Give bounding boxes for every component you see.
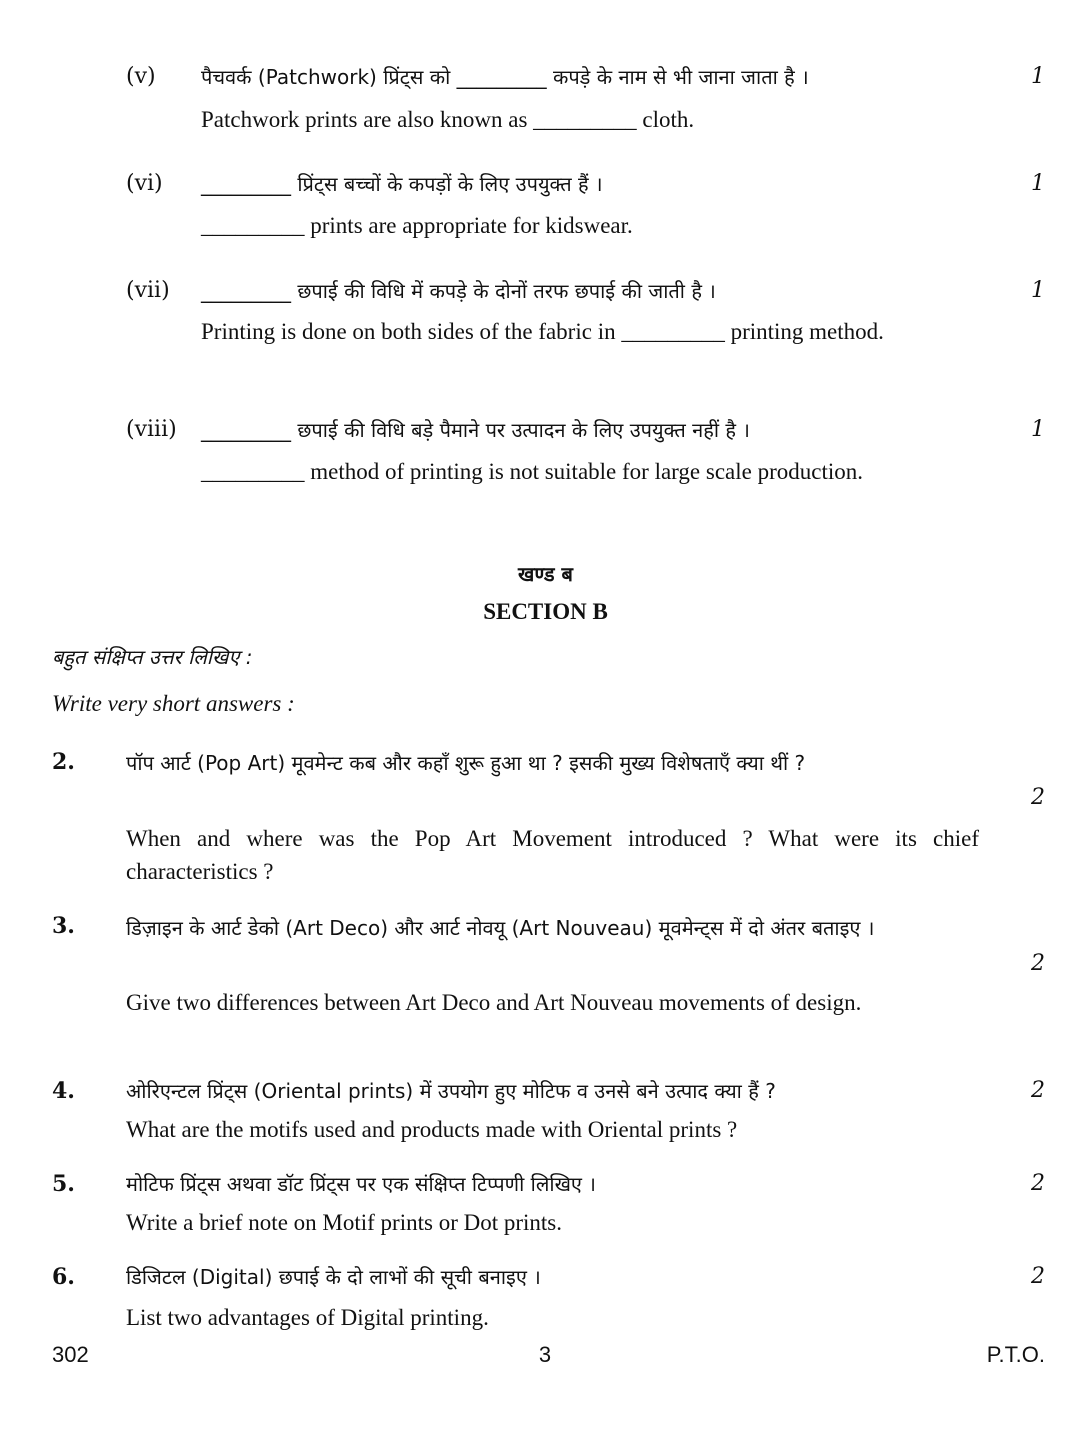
marks: 2 — [1031, 1171, 1045, 1196]
marks: 2 — [1031, 785, 1045, 810]
marks: 1 — [1031, 171, 1045, 196]
question-english: What are the motifs used and products made with Oriental prints ? — [126, 1117, 738, 1142]
subquestion-label: (viii) — [126, 417, 177, 442]
section-title-hindi: खण्ड ब — [518, 562, 573, 586]
subquestion-hindi: पैचवर्क (Patchwork) प्रिंट्स को _________ कपड़े के नाम से भी जाना जाता है । — [201, 65, 809, 89]
subquestion-label: (vii) — [126, 278, 170, 303]
question-number: 3. — [52, 913, 75, 939]
question-hindi: ओरिएन्टल प्रिंट्स (Oriental prints) में उपयोग हुए मोटिफ व उनसे बने उत्पाद क्या हैं ? — [126, 1079, 776, 1103]
question-hindi: डिज़ाइन के आर्ट डेको (Art Deco) और आर्ट नोवयू (Art Nouveau) मूवमेन्ट्स में दो अंतर बताइए । — [126, 916, 875, 940]
question-hindi: डिजिटल (Digital) छपाई के दो लाभों की सूची बनाइए । — [126, 1265, 541, 1289]
page-number: 3 — [538, 1342, 552, 1367]
question-english: Give two differences between Art Deco and Art Nouveau movements of design. — [126, 990, 862, 1015]
instruction-english: Write very short answers : — [52, 691, 295, 716]
marks: 1 — [1031, 278, 1045, 303]
question-hindi: मोटिफ प्रिंट्स अथवा डॉट प्रिंट्स पर एक संक्षिप्त टिप्पणी लिखिए । — [126, 1172, 596, 1196]
question-hindi: पॉप आर्ट (Pop Art) मूवमेन्ट कब और कहाँ शुरू हुआ था ? इसकी मुख्य विशेषताएँ क्या थीं ? — [126, 751, 806, 775]
marks: 2 — [1031, 1078, 1045, 1103]
subquestion-label: (v) — [126, 64, 156, 89]
question-number: 2. — [52, 749, 75, 775]
question-english: Write a brief note on Motif prints or Dot prints. — [126, 1210, 562, 1235]
instruction-hindi: बहुत संक्षिप्त उत्तर लिखिए : — [52, 645, 253, 669]
subquestion-hindi: _________ छपाई की विधि बड़े पैमाने पर उत्पादन के लिए उपयुक्त नहीं है । — [201, 418, 750, 442]
section-title: SECTION B — [483, 599, 608, 624]
marks: 2 — [1031, 1264, 1045, 1289]
pto-label: P.T.O. — [986, 1342, 1045, 1367]
subquestion-english: _________ prints are appropriate for kidswear. — [201, 213, 633, 238]
subquestion-hindi: _________ छपाई की विधि में कपड़े के दोनों तरफ छपाई की जाती है । — [201, 279, 716, 303]
question-number: 6. — [52, 1264, 75, 1290]
subquestion-english: _________ method of printing is not suitable for large scale production. — [201, 459, 863, 484]
subquestion-english: Printing is done on both sides of the fabric in _________ printing method. — [201, 319, 884, 344]
paper-code: 302 — [52, 1342, 89, 1367]
subquestion-hindi: _________ प्रिंट्स बच्चों के कपड़ों के लिए उपयुक्त हैं । — [201, 172, 603, 196]
subquestion-english: Patchwork prints are also known as _________ cloth. — [201, 107, 695, 132]
marks: 1 — [1031, 417, 1045, 442]
subquestion-label: (vi) — [126, 171, 163, 196]
marks: 2 — [1031, 951, 1045, 976]
question-english: When and where was the Pop Art Movement introduced ? What were its chief characteristics ? — [126, 826, 979, 884]
question-number: 5. — [52, 1171, 75, 1197]
question-english: List two advantages of Digital printing. — [126, 1305, 489, 1330]
question-number: 4. — [52, 1078, 75, 1104]
marks: 1 — [1031, 64, 1045, 89]
